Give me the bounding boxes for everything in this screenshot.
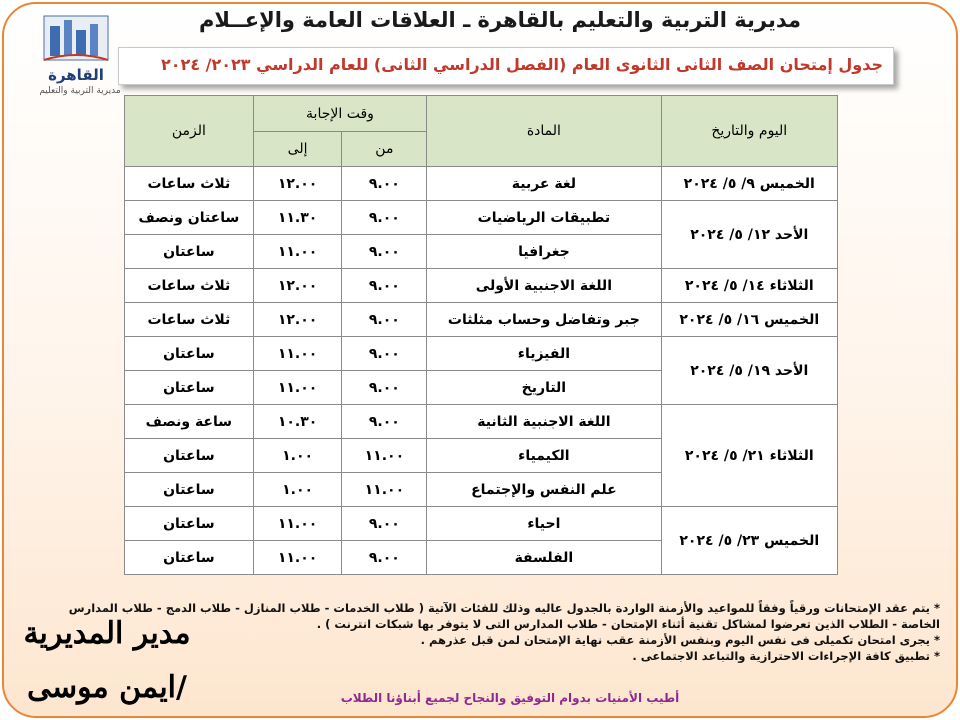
subject-cell: الفيزياء (427, 337, 661, 371)
duration-cell: ساعتان (125, 507, 254, 541)
end-time-cell: ١.٠٠ (253, 439, 342, 473)
date-cell: الخميس ١٦/ ٥/ ٢٠٢٤ (661, 303, 837, 337)
subject-cell: اللغة الاجنبية الثانية (427, 405, 661, 439)
duration-cell: ساعتان (125, 235, 254, 269)
subject-cell: اللغة الاجنبية الأولى (427, 269, 661, 303)
subject-cell: علم النفس والإجتماع (427, 473, 661, 507)
schedule-subtitle: جدول إمتحان الصف الثانى الثانوى العام (الفصل الدراسي الثانى) للعام الدراسي ٢٠٢٣/ ٢٠٢٤ (161, 55, 883, 74)
date-cell: الأحد ١٩/ ٥/ ٢٠٢٤ (661, 337, 837, 405)
subject-cell: الفلسفة (427, 541, 661, 575)
start-time-cell: ٩.٠٠ (342, 541, 427, 575)
table-row (125, 303, 838, 337)
end-time-cell: ١١.٣٠ (253, 201, 342, 235)
schedule-body (125, 167, 838, 575)
signature-title: مدير المديرية (23, 616, 191, 651)
duration-cell: ساعتان (125, 337, 254, 371)
start-time-cell: ١١.٠٠ (342, 473, 427, 507)
duration-cell: ساعتان (125, 371, 254, 405)
end-time-cell: ١١.٠٠ (253, 507, 342, 541)
date-cell: الثلاثاء ١٤/ ٥/ ٢٠٢٤ (661, 269, 837, 303)
start-time-cell: ٩.٠٠ (342, 303, 427, 337)
note-line: الخاصة - الطلاب الذين تعرضوا لمشاكل تقنية أثناء الإمتحان - طلاب المدارس التى لا يتوفر بها شبكات انترنت ) . (316, 617, 940, 631)
duration-cell: ثلاث ساعات (125, 269, 254, 303)
date-cell: الخميس ٢٣/ ٥/ ٢٠٢٤ (661, 507, 837, 575)
page-title: مديرية التربية والتعليم بالقاهرة ـ العلاقات العامة والإعــلام (199, 8, 801, 32)
duration-cell: ساعتان (125, 541, 254, 575)
duration-cell: ثلاث ساعات (125, 303, 254, 337)
note-line: * تطبيق كافة الإجراءات الاحترازية والتباعد الاجتماعى . (632, 649, 940, 663)
end-time-cell: ١١.٠٠ (253, 371, 342, 405)
table-row (125, 507, 838, 541)
subject-cell: التاريخ (427, 371, 661, 405)
cairo-logo-icon (28, 10, 124, 90)
end-time-cell: ١٢.٠٠ (253, 269, 342, 303)
end-time-cell: ١.٠٠ (253, 473, 342, 507)
duration-cell: ساعتان ونصف (125, 201, 254, 235)
start-time-cell: ٩.٠٠ (342, 507, 427, 541)
duration-cell: ثلاث ساعات (125, 167, 254, 201)
table-row (125, 405, 838, 439)
logo-subtitle: مديرية التربية والتعليم (39, 86, 121, 96)
subject-cell: جغرافيا (427, 235, 661, 269)
duration-cell: ساعتان (125, 439, 254, 473)
header-from: من (342, 132, 427, 167)
date-cell: الثلاثاء ٢١/ ٥/ ٢٠٢٤ (661, 405, 837, 507)
end-time-cell: ١١.٠٠ (253, 541, 342, 575)
start-time-cell: ٩.٠٠ (342, 269, 427, 303)
end-time-cell: ١١.٠٠ (253, 235, 342, 269)
date-cell: الخميس ٩/ ٥/ ٢٠٢٤ (661, 167, 837, 201)
subject-cell: تطبيقات الرياضيات (427, 201, 661, 235)
subject-cell: جبر وتفاضل وحساب مثلثات (427, 303, 661, 337)
header-subject: المادة (427, 96, 661, 167)
subject-cell: لغة عربية (427, 167, 661, 201)
end-time-cell: ١١.٠٠ (253, 337, 342, 371)
end-time-cell: ١٠.٣٠ (253, 405, 342, 439)
note-line: * يتم عقد الإمتحانات ورقياً وفقاً للمواعيد والأزمنة الواردة بالجدول عاليه وذلك للفئات الآتية ( طلاب الخدمات - طلاب المنازل - طلاب الدمج - طلاب المدارس (68, 601, 940, 615)
subject-cell: الكيمياء (427, 439, 661, 473)
start-time-cell: ٩.٠٠ (342, 201, 427, 235)
header-to: إلى (253, 132, 342, 167)
header-date: اليوم والتاريخ (661, 96, 837, 167)
table-row (125, 167, 838, 201)
table-row (125, 337, 838, 371)
duration-cell: ساعة ونصف (125, 405, 254, 439)
header-duration: الزمن (125, 96, 254, 167)
start-time-cell: ٩.٠٠ (342, 235, 427, 269)
exam-schedule-table (124, 95, 838, 575)
table-row (125, 201, 838, 235)
duration-cell: ساعتان (125, 473, 254, 507)
header-answer-time: وقت الإجابة (253, 96, 427, 132)
svg-text:القاهرة: القاهرة (48, 66, 104, 84)
start-time-cell: ٩.٠٠ (342, 405, 427, 439)
signature-name: /ايمن موسى (27, 670, 187, 705)
start-time-cell: ٩.٠٠ (342, 167, 427, 201)
start-time-cell: ١١.٠٠ (342, 439, 427, 473)
end-time-cell: ١٢.٠٠ (253, 167, 342, 201)
subtitle-banner (118, 47, 894, 85)
start-time-cell: ٩.٠٠ (342, 371, 427, 405)
start-time-cell: ٩.٠٠ (342, 337, 427, 371)
closing-message: أطيب الأمنيات بدوام التوفيق والنجاح لجميع أبناؤنا الطلاب (340, 691, 680, 705)
table-row (125, 269, 838, 303)
subject-cell: احياء (427, 507, 661, 541)
date-cell: الأحد ١٢/ ٥/ ٢٠٢٤ (661, 201, 837, 269)
note-line: * يجرى امتحان تكميلى فى نفس اليوم وبنفس الأزمنة عقب نهاية الإمتحان لمن قبل عذرهم . (420, 633, 940, 647)
end-time-cell: ١٢.٠٠ (253, 303, 342, 337)
